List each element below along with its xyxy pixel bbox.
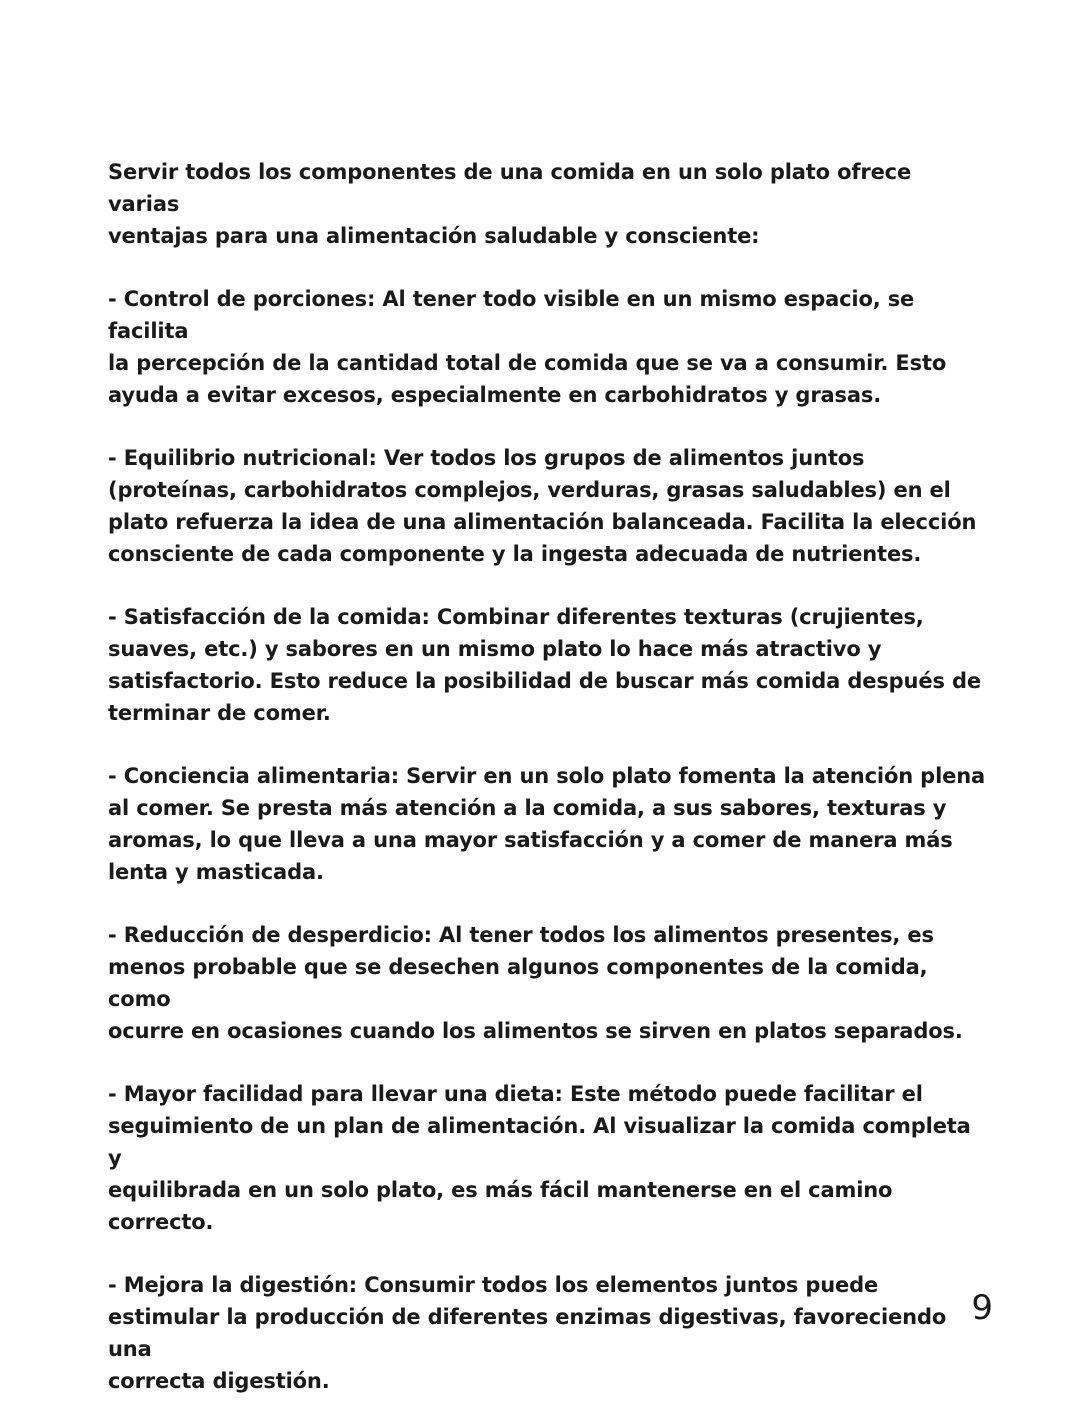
item-conciencia-alimentaria: - Conciencia alimentaria: Servir en un solo plato fomenta la atención plena al comer. Se presta más atención a la comida, a sus sabores, texturas y aromas, lo que lleva a una mayor satisfacción y a comer de manera más lenta y masticada. — [108, 764, 986, 884]
document-body — [108, 156, 988, 1428]
item-facilidad-dieta: - Mayor facilidad para llevar una dieta: Este método puede facilitar el seguimiento de un plan de alimentación. Al visualizar la comida completa y equilibrada en un solo plato, es más fácil mantenerse en el camino correcto. — [108, 1082, 971, 1234]
item-control-porciones: - Control de porciones: Al tener todo visible en un mismo espacio, se facilita la percepción de la cantidad total de comida que se va a consumir. Esto ayuda a evitar excesos, especialmente en carbohidratos y grasas. — [108, 287, 947, 407]
item-equilibrio-nutricional: - Equilibrio nutricional: Ver todos los grupos de alimentos juntos (proteínas, carbohidratos complejos, verduras, grasas saludables) en el plato refuerza la idea de una alimentación balanceada. Facilita la elección consciente de cada componente y la ingesta adecuada de nutrientes. — [108, 446, 977, 566]
item-reduccion-desperdicio: - Reducción de desperdicio: Al tener todos los alimentos presentes, es menos probable que se desechen algunos componentes de la comida, como ocurre en ocasiones cuando los alimentos se sirven en platos separados. — [108, 923, 963, 1043]
page-number: 9 — [971, 1288, 993, 1328]
intro-paragraph: Servir todos los componentes de una comida en un solo plato ofrece varias ventajas para una alimentación saludable y consciente: — [108, 160, 912, 248]
item-mejora-digestion: - Mejora la digestión: Consumir todos los elementos juntos puede estimular la producción de diferentes enzimas digestivas, favoreciendo una correcta digestión. — [108, 1273, 947, 1393]
item-satisfaccion-comida: - Satisfacción de la comida: Combinar diferentes texturas (crujientes, suaves, etc.) y sabores en un mismo plato lo hace más atractivo y satisfactorio. Esto reduce la posibilidad de buscar más comida después de terminar de comer. — [108, 605, 981, 725]
